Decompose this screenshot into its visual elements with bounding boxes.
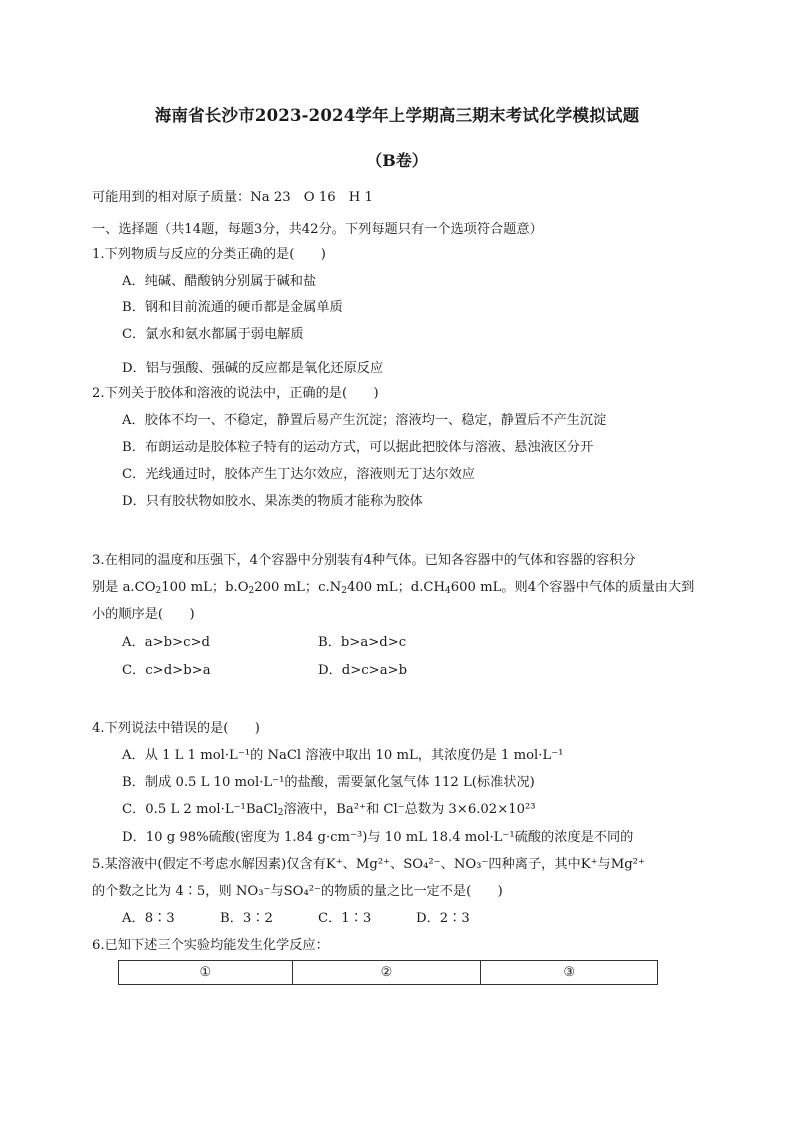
q5-option-c: C．1∶3: [318, 911, 372, 926]
q1-option-a: A．纯碱、醋酸钠分别属于碱和盐: [122, 274, 317, 289]
q3-stem-line2: 别是 $a.CO_2100$ mL；$b.O_2200$ mL；$c.N_2400$ mL；$d.CH_4600$ mL。则4个容器中气体的质量由大到: [92, 580, 695, 596]
q1-option-d: D．铝与强酸、强碱的反应都是氧化还原反应: [122, 361, 384, 376]
q2-option-d: D．只有胶状物如胶水、果冻类的物质才能称为胶体: [122, 494, 423, 509]
q4-stem: 4.下列说法中错误的是( ): [92, 721, 260, 736]
table-header-cell: ②: [292, 961, 481, 985]
q4-option-b: B．制成 0.5 L 10 mol·L⁻¹的盐酸，需要氯化氢气体 112 L(标准状况): [122, 775, 535, 790]
q3-stem-line1: 3.在相同的温度和压强下，4个容器中分别装有4种气体。已知各容器中的气体和容器的容积分: [92, 553, 636, 568]
q5-stem-line2: 的个数之比为 4∶5，则 NO₃⁻与SO₄²⁻的物质的量之比一定不是( ): [92, 884, 503, 899]
q3-option-b: B．b>a>d>c: [318, 635, 407, 650]
table-header-cell: ③: [481, 961, 658, 985]
q5-option-b: B．3∶2: [220, 911, 273, 926]
q2-option-b: B．布朗运动是胶体粒子特有的运动方式，可以据此把胶体与溶液、悬浊液区分开: [122, 440, 594, 455]
q4-option-c: C．0.5 L 2 mol·L⁻¹BaCl$_2$溶液中，Ba²⁺和 Cl⁻总数为 3×6.02×10²³: [122, 802, 536, 818]
q1-option-c: C．氯水和氨水都属于弱电解质: [122, 327, 304, 342]
q4-option-d: D．10 g 98%硫酸(密度为 1.84 g·cm⁻³)与 10 mL 18.4 mol·L⁻¹硫酸的浓度是不同的: [122, 830, 634, 845]
q3-option-d: D．d>c>a>b: [318, 663, 408, 678]
q3-option-a: A．a>b>c>d: [122, 635, 210, 650]
q3-stem-line3: 小的顺序是( ): [92, 607, 195, 622]
table-row: [119, 961, 658, 985]
q3-option-c: C．c>d>b>a: [122, 663, 211, 678]
q5-option-d: D．2∶3: [416, 911, 470, 926]
q6-stem: 6.已知下述三个实验均能发生化学反应：: [92, 938, 329, 953]
q2-option-c: C．光线通过时，胶体产生丁达尔效应，溶液则无丁达尔效应: [122, 467, 475, 482]
exam-subtitle: （B卷）: [366, 151, 428, 170]
experiments-table: [118, 960, 658, 985]
exam-title: 海南省长沙市2023-2024学年上学期高三期末考试化学模拟试题: [154, 106, 640, 125]
q1-stem: 1.下列物质与反应的分类正确的是( ): [92, 247, 326, 262]
atomic-masses: 可能用到的相对原子质量：Na 23 O 16 H 1: [92, 190, 373, 205]
table-header-cell: ①: [119, 961, 293, 985]
q5-stem-line1: 5.某溶液中(假定不考虑水解因素)仅含有K⁺、Mg²⁺、SO₄²⁻、NO₃⁻四种离子，其中K⁺与Mg²⁺: [92, 857, 645, 872]
section-heading: 一、选择题（共14题，每题3分，共42分。下列每题只有一个选项符合题意）: [92, 222, 543, 237]
q1-option-b: B．钢和目前流通的硬币都是金属单质: [122, 300, 343, 315]
q2-option-a: A．胶体不均一、不稳定，静置后易产生沉淀；溶液均一、稳定，静置后不产生沉淀: [122, 413, 607, 428]
q5-option-a: A．8∶3: [122, 911, 175, 926]
q2-stem: 2.下列关于胶体和溶液的说法中，正确的是( ): [92, 386, 379, 401]
q4-option-a: A．从 1 L 1 mol·L⁻¹的 NaCl 溶液中取出 10 mL，其浓度仍是 1 mol·L⁻¹: [122, 748, 564, 763]
